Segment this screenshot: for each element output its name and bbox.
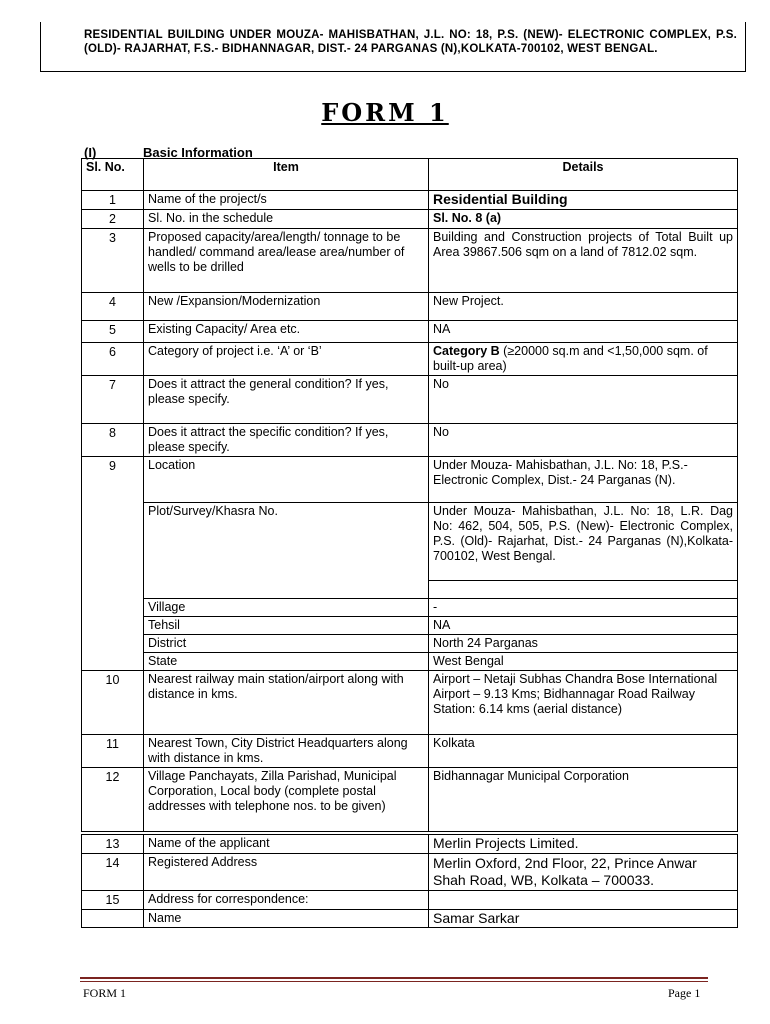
table-row (82, 635, 738, 653)
col-header-details: Details (429, 159, 738, 191)
row-details: Bidhannagar Municipal Corporation (429, 768, 738, 832)
table-row (82, 735, 738, 768)
table-row (82, 343, 738, 376)
footer-divider (80, 981, 708, 982)
table-row (82, 229, 738, 293)
table-row (82, 191, 738, 210)
section-number: (I) (84, 145, 97, 160)
row-details: NA (429, 321, 738, 343)
row-item: Nearest railway main station/airport along with distance in kms. (144, 671, 429, 735)
footer-form-label: FORM 1 (83, 986, 127, 1000)
table-row (82, 503, 738, 581)
table-row (82, 671, 738, 735)
section-label: Basic Information (143, 145, 253, 160)
table-row (82, 854, 738, 891)
row-item: Name (144, 910, 429, 928)
row-details: Merlin Projects Limited. (429, 835, 738, 854)
table-row (82, 617, 738, 635)
form-title: FORM 1 (321, 98, 449, 127)
row-item: Plot/Survey/Khasra No. (144, 503, 429, 581)
row-details: No (429, 424, 738, 457)
category-value: Category B (433, 344, 500, 358)
document-header: RESIDENTIAL BUILDING UNDER MOUZA- MAHISBATHAN, J.L. NO: 18, P.S. (NEW)- ELECTRONIC COMPLEX, P.S. (OLD)- RAJARHAT, F.S.- BIDHANNAGAR, DIST.- 24 PARGANAS (N),KOLKATA-700102, WEST BENGAL. (40, 22, 746, 72)
col-header-sl: Sl. No. (82, 159, 144, 191)
row-item: New /Expansion/Modernization (144, 293, 429, 321)
row-number: 14 (82, 854, 144, 891)
row-number: 6 (82, 343, 144, 376)
row-number: 1 (82, 191, 144, 210)
row-item: Registered Address (144, 854, 429, 891)
row-item: Village Panchayats, Zilla Parishad, Municipal Corporation, Local body (complete postal addresses with telephone nos. to be given) (144, 768, 429, 832)
row-item: Tehsil (144, 617, 429, 635)
row-number (82, 910, 144, 928)
row-details: Residential Building (429, 191, 738, 210)
row-details: No (429, 376, 738, 424)
row-item: Address for correspondence: (144, 891, 429, 910)
table-row (82, 210, 738, 229)
row-item: Category of project i.e. ‘A’ or ‘B’ (144, 343, 429, 376)
row-number: 10 (82, 671, 144, 735)
row-number: 4 (82, 293, 144, 321)
table-row (82, 376, 738, 424)
row-details (429, 343, 738, 376)
row-details: Airport – Netaji Subhas Chandra Bose International Airport – 9.13 Kms; Bidhannagar Road Railway Station: 6.14 kms (aerial distance) (429, 671, 738, 735)
row-details (429, 891, 738, 910)
row-item: State (144, 653, 429, 671)
row-number: 15 (82, 891, 144, 910)
row-number: 7 (82, 376, 144, 424)
row-number: 9 (82, 457, 144, 671)
row-number: 2 (82, 210, 144, 229)
row-details: NA (429, 617, 738, 635)
row-details: Sl. No. 8 (a) (429, 210, 738, 229)
row-item: Sl. No. in the schedule (144, 210, 429, 229)
row-item: Does it attract the general condition? If yes, please specify. (144, 376, 429, 424)
row-details: Under Mouza- Mahisbathan, J.L. No: 18, P.S.- Electronic Complex, Dist.- 24 Parganas (N). (429, 457, 738, 503)
row-number: 13 (82, 835, 144, 854)
row-item: Proposed capacity/area/length/ tonnage to be handled/ command area/lease area/number of wells to be drilled (144, 229, 429, 293)
row-details: - (429, 599, 738, 617)
row-number: 12 (82, 768, 144, 832)
table-row (82, 457, 738, 503)
col-header-item: Item (144, 159, 429, 191)
table-row (82, 599, 738, 617)
row-details: Under Mouza- Mahisbathan, J.L. No: 18, L.R. Dag No: 462, 504, 505, P.S. (New)- Electronic Complex, P.S. (Old)- Rajarhat, Dist.- 24 Parganas (N),Kolkata- 700102, West Bengal. (429, 503, 738, 581)
row-item (144, 581, 429, 599)
row-item: Existing Capacity/ Area etc. (144, 321, 429, 343)
category-note: (≥20000 sq.m and <1,50,000 sqm. of built-up area) (433, 344, 708, 373)
table-row (82, 424, 738, 457)
table-row (82, 835, 738, 854)
row-item: Village (144, 599, 429, 617)
table-row (82, 768, 738, 832)
row-details: North 24 Parganas (429, 635, 738, 653)
row-item: Location (144, 457, 429, 503)
basic-info-table (81, 158, 738, 832)
row-item: Name of the project/s (144, 191, 429, 210)
row-item: Nearest Town, City District Headquarters along with distance in kms. (144, 735, 429, 768)
footer-divider (80, 977, 708, 979)
table-row (82, 891, 738, 910)
row-item: District (144, 635, 429, 653)
row-details: Samar Sarkar (429, 910, 738, 928)
row-details: New Project. (429, 293, 738, 321)
applicant-table (81, 834, 738, 928)
table-row (82, 910, 738, 928)
table-row (82, 581, 738, 599)
table-row (82, 293, 738, 321)
row-item: Does it attract the specific condition? If yes, please specify. (144, 424, 429, 457)
row-number: 3 (82, 229, 144, 293)
table-row (82, 321, 738, 343)
row-number: 11 (82, 735, 144, 768)
row-item: Name of the applicant (144, 835, 429, 854)
row-details (429, 581, 738, 599)
row-details: Kolkata (429, 735, 738, 768)
row-number: 8 (82, 424, 144, 457)
table-header-row (82, 159, 738, 191)
row-details: Building and Construction projects of Total Built up Area 39867.506 sqm on a land of 7812.02 sqm. (429, 229, 738, 293)
table-row (82, 653, 738, 671)
row-details: Merlin Oxford, 2nd Floor, 22, Prince Anwar Shah Road, WB, Kolkata – 700033. (429, 854, 738, 891)
footer-page-number: Page 1 (668, 986, 701, 1000)
row-details: West Bengal (429, 653, 738, 671)
row-number: 5 (82, 321, 144, 343)
